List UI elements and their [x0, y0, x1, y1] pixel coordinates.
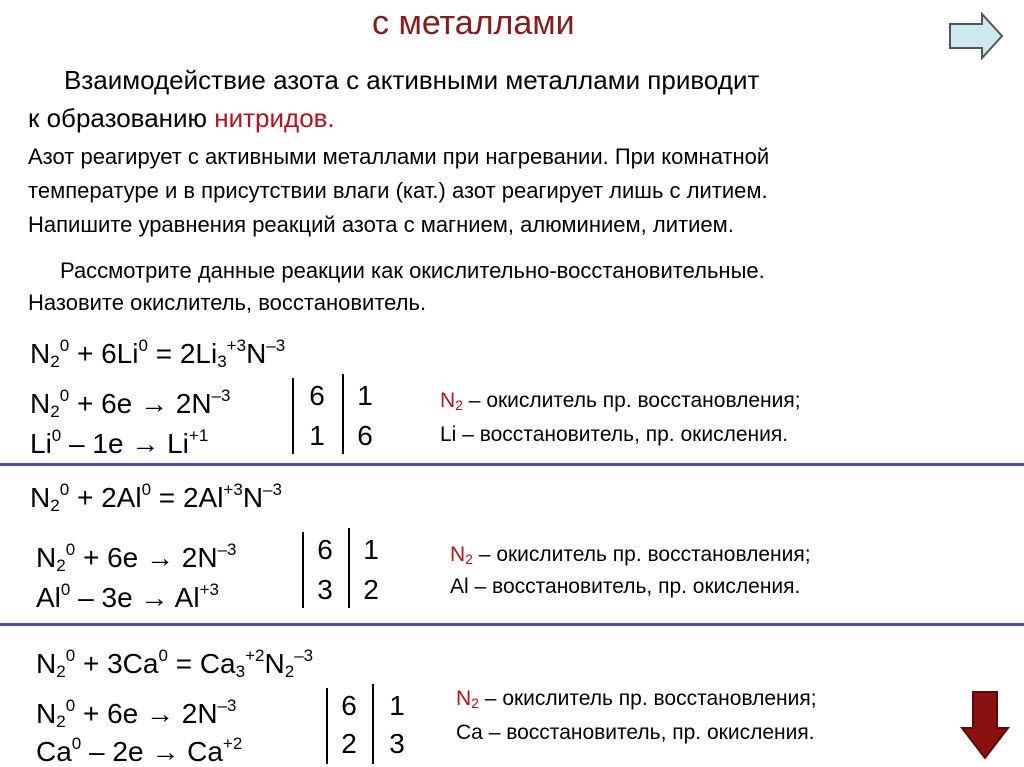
balance-divider	[342, 374, 344, 454]
paragraph-line-3: Напишите уравнения реакций азота с магнием, алюминием, литием.	[28, 212, 734, 237]
intro-line-2-text: к образованию	[28, 103, 215, 133]
coefficient: 6	[357, 420, 373, 451]
reaction-li-equation: $N_2^0 + 6Li^0 = 2Li_3^{+3}N^{-3}$	[30, 336, 286, 371]
oxidizer-note: $N_2$ – окислитель пр. восстановления;	[456, 687, 817, 711]
arrow-right-icon	[948, 12, 1004, 60]
paragraph-line-1: Азот реагирует с активными металлами при нагревании. При комнатной	[28, 144, 770, 169]
paragraph-line-4: Рассмотрите данные реакции как окислительно-восстановительные.	[60, 258, 765, 283]
electron-count: 3	[317, 574, 333, 605]
coefficient: 1	[357, 380, 373, 411]
paragraph-line-2: температуре и в присутствии влаги (кат.) азот реагирует лишь с литием.	[28, 178, 768, 203]
electron-count: 1	[309, 420, 325, 451]
reaction-ca-equation: $N_2^0 + 3Ca^0 = Ca_3^{+2}N_2^{-3}$	[36, 646, 314, 681]
electron-count: 6	[341, 690, 357, 721]
section-divider	[0, 623, 1024, 626]
reducer-note: Li – восстановитель, пр. окисления.	[440, 423, 789, 446]
coefficient: 3	[389, 728, 405, 759]
coefficient: 1	[389, 690, 405, 721]
oxidizer-note: $N_2$ – окислитель пр. восстановления;	[450, 543, 811, 567]
section-divider	[0, 463, 1024, 466]
electron-count: 2	[341, 728, 357, 759]
next-slide-button[interactable]	[948, 12, 1004, 60]
reducer-note: Ca – восстановитель, пр. окисления.	[456, 721, 815, 744]
balance-divider	[326, 688, 328, 764]
paragraph-line-5: Назовите окислитель, восстановитель.	[28, 290, 427, 315]
reaction-li-half-reduction: $N_2^0 + 6e \to 2N^{-3}$	[30, 386, 231, 421]
reaction-ca-half-oxidation: $Ca^0 - 2e \to Ca^{+2}$	[36, 734, 243, 767]
intro-line-2	[28, 102, 335, 134]
reaction-ca-half-reduction: $N_2^0 + 6e \to 2N^{-3}$	[36, 696, 237, 731]
scroll-down-button[interactable]	[960, 690, 1010, 760]
balance-divider	[292, 378, 294, 454]
coefficient: 2	[363, 574, 379, 605]
reaction-li-half-oxidation: $Li^0 - 1e \to Li^{+1}$	[30, 426, 209, 459]
intro-line-1: Взаимодействие азота с активными металлами приводит	[64, 65, 760, 95]
coefficient: 1	[363, 534, 379, 565]
balance-divider	[302, 532, 304, 608]
oxidizer-note: $N_2$ – окислитель пр. восстановления;	[440, 389, 801, 413]
electron-count: 6	[309, 380, 325, 411]
arrow-down-icon	[960, 690, 1010, 760]
nitrides-term: нитридов.	[214, 103, 335, 133]
balance-divider	[348, 528, 350, 608]
reaction-al-equation: $N_2^0 + 2Al^0 = 2Al^{+3}N^{-3}$	[30, 480, 282, 515]
electron-count: 6	[317, 534, 333, 565]
reaction-al-half-reduction: $N_2^0 + 6e \to 2N^{-3}$	[36, 540, 237, 575]
reducer-note: Al – восстановитель, пр. окисления.	[450, 575, 801, 598]
slide-title: с металлами	[372, 4, 575, 42]
reaction-al-half-oxidation: $Al^0 - 3e \to Al^{+3}$	[36, 580, 219, 613]
balance-divider	[372, 684, 374, 764]
